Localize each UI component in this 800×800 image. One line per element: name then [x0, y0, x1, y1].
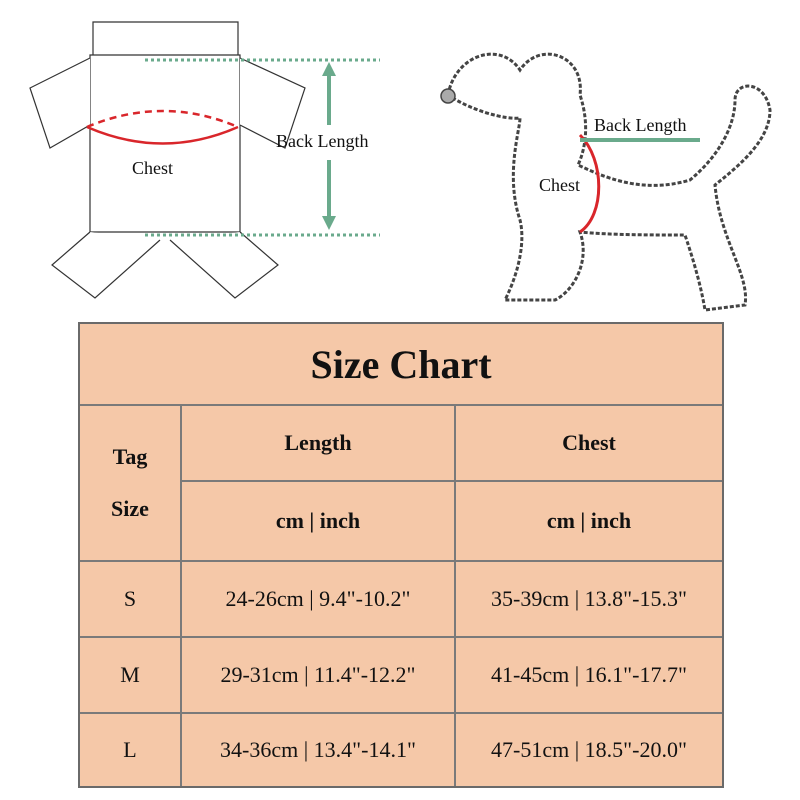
diagram-drawing [0, 0, 800, 320]
size-chart-table [78, 322, 724, 788]
row-m-size: M [80, 638, 182, 714]
row-m-chest: 41-45cm | 16.1"-17.7" [456, 638, 722, 714]
tag-size-header [80, 406, 182, 562]
row-l-chest: 47-51cm | 18.5"-20.0" [491, 737, 687, 762]
dog-chest-label: Chest [539, 175, 581, 195]
row-s-chest: 35-39cm | 13.8"-15.3" [456, 562, 722, 638]
length-units-header: cm | inch [182, 482, 456, 562]
garment-back-length-label: Back Length [276, 131, 369, 151]
row-s-length: 24-26cm | 9.4"-10.2" [182, 562, 456, 638]
measurement-diagram [0, 0, 800, 320]
dog-nose-icon [441, 89, 455, 103]
garment-chest-label: Chest [132, 158, 174, 178]
tag-size-header-line2: Size [111, 496, 149, 521]
size-chart-title: Size Chart [80, 324, 722, 406]
tag-size-header-line1: Tag [112, 444, 148, 469]
row-m-length: 29-31cm | 11.4"-12.2" [182, 638, 456, 714]
row-s-size: S [80, 562, 182, 638]
row-l-size: L [80, 714, 182, 786]
length-header: Length [182, 406, 456, 482]
row-l-length: 34-36cm | 13.4"-14.1" [182, 714, 456, 786]
chest-units-header: cm | inch [456, 482, 722, 562]
dog-illustration [448, 54, 770, 310]
chest-header: Chest [456, 406, 722, 482]
dog-back-length-label: Back Length [594, 115, 687, 135]
